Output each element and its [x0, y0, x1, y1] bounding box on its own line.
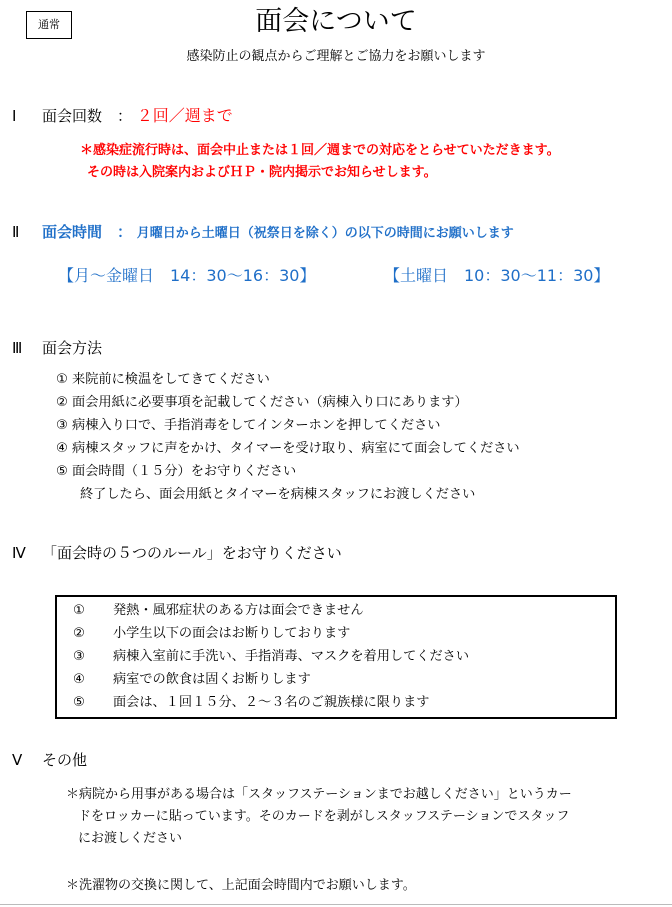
rule-item: [73, 623, 350, 646]
section-label: 面会方法: [42, 339, 103, 357]
visit-hours-description: 月曜日から土曜日（祝祭日を除く）の以下の時間にお願いします: [136, 226, 514, 241]
method-item-2: ② 面会用紙に必要事項を記載してください（病棟入り口にあります）: [56, 395, 468, 410]
section-five-rules: [12, 542, 342, 564]
section-label: 面会時間 ：: [42, 223, 133, 241]
page-title: 面会について: [255, 6, 417, 37]
section-visit-method: [12, 337, 102, 359]
other-note-line-2: ドをロッカーに貼っています。そのカードを剥がしスタッフステーションでスタッフ: [78, 809, 570, 824]
rule-item: [73, 600, 364, 623]
section-label: その他: [42, 751, 88, 769]
method-item-3: ③ 病棟入り口で、手指消毒をしてインターホンを押してください: [56, 418, 441, 433]
rule-item: [73, 646, 469, 669]
rule-item: [73, 669, 311, 692]
section-number: Ⅰ: [12, 107, 17, 125]
other-note-line-1: ＊病院から用事がある場合は「スタッフステーションまでお越しください」というカー: [66, 787, 572, 802]
other-note-line-3: にお渡しください: [78, 831, 183, 846]
method-item-4: ④ 病棟スタッフに声をかけ、タイマーを受け取り、病室にて面会してください: [56, 441, 520, 456]
visit-frequency-value: ２回／週まで: [136, 106, 233, 125]
saturday-hours: 【土曜日 10：30～11：30】: [384, 266, 610, 285]
status-badge: 通常: [26, 11, 72, 39]
section-number: Ⅳ: [12, 544, 26, 562]
infection-note-line-2: その時は入院案内およびＨＰ・院内掲示でお知らせします。: [87, 165, 437, 180]
page-subtitle: 感染防止の観点からご理解とご協力をお願いします: [186, 49, 486, 64]
rule-text: 小学生以下の面会はお断りしております: [113, 626, 351, 641]
rule-item: [73, 692, 430, 715]
rule-text: 発熱・風邪症状のある方は面会できません: [113, 603, 364, 618]
section-visit-hours: [12, 221, 514, 245]
section-label: 「面会時の５つのルール」をお守りください: [42, 544, 342, 562]
rule-number: ⑤: [73, 695, 85, 710]
rule-text: 病室での飲食は固くお断りします: [113, 672, 311, 687]
infection-note-line-1: ＊感染症流行時は、面会中止または１回／週までの対応をとらせていただきます。: [80, 143, 560, 158]
method-item-5-continued: 終了したら、面会用紙とタイマーを病棟スタッフにお渡しください: [80, 487, 476, 502]
method-item-1: ① 来院前に検温をしてきてください: [56, 372, 270, 387]
rules-box: [55, 595, 617, 719]
rule-text: 面会は、１回１５分、２～３名のご親族様に限ります: [113, 695, 430, 710]
rule-number: ①: [73, 603, 85, 618]
rule-text: 病棟入室前に手洗い、手指消毒、マスクを着用してください: [113, 649, 470, 664]
section-visit-frequency: [12, 105, 233, 127]
rule-number: ②: [73, 626, 85, 641]
section-label: 面会回数 ：: [42, 107, 133, 125]
page-bottom-divider: [0, 904, 672, 905]
laundry-note: ＊洗濯物の交換に関して、上記面会時間内でお願いします。: [66, 878, 416, 893]
method-item-5: ⑤ 面会時間（１５分）をお守りください: [56, 464, 297, 479]
weekday-hours: 【月～金曜日 14：30～16：30】: [58, 266, 316, 285]
section-other: [12, 749, 87, 771]
rule-number: ④: [73, 672, 85, 687]
section-number: Ⅱ: [12, 223, 20, 241]
section-number: Ⅴ: [12, 751, 23, 769]
rule-number: ③: [73, 649, 85, 664]
section-number: Ⅲ: [12, 339, 23, 357]
